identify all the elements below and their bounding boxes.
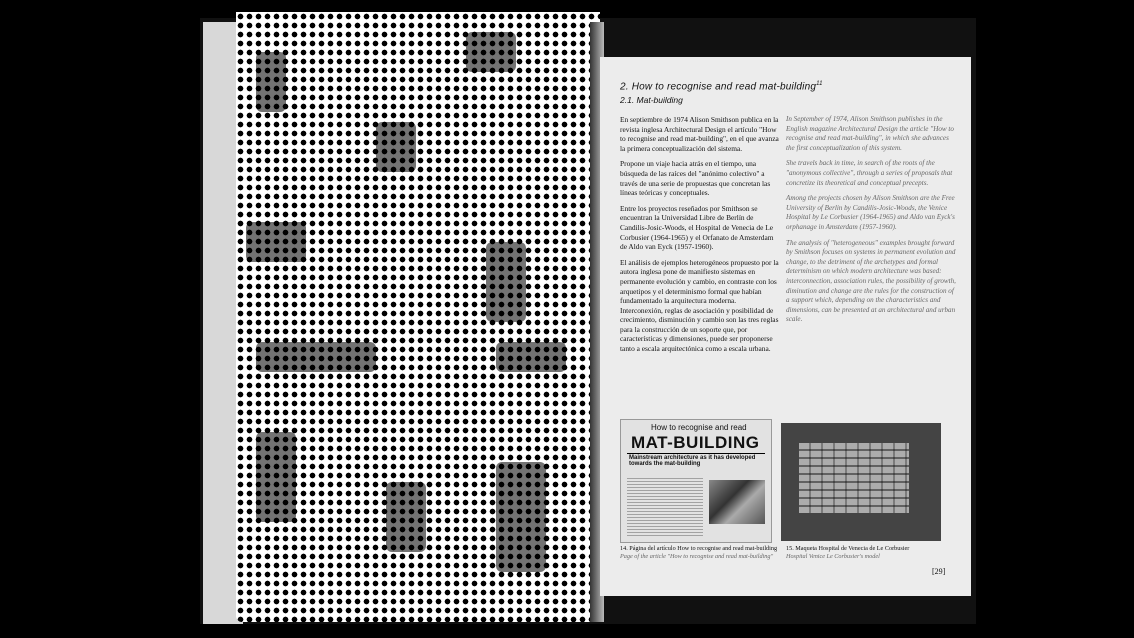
paragraph: Propone un viaje hacia atrás en el tiempo, una búsqueda de las raíces del "anónimo colectivo" a través de una serie de propuestas que concretan las líneas teóricas y conceptuales. [620, 159, 771, 198]
shadow-block [466, 32, 516, 72]
shadow-block [256, 342, 376, 372]
spanish-column [620, 115, 780, 360]
figure15-caption [786, 545, 956, 560]
article-text-block [627, 478, 703, 538]
caption-en: Hospital Venice Le Corbusier's model [786, 552, 880, 560]
shadow-block [496, 462, 546, 572]
section-title: 2. How to recognise and read mat-building [620, 81, 817, 93]
article-title-large: MAT-BUILDING [631, 433, 760, 452]
paragraph: El análisis de ejemplos heterogéneos propuesto por la autora inglesa pone de manifiesto sistemas en permanente evolución y cambio, en contraste con los arquetipos y el determinismo formal que habían fundamentado la arquitectura moderna. Interconexión, reglas de asociación y posibilidad de crecimiento, disminución y cambio son las tres reglas para la construcción de un soporte que, por características y dimensiones, puede ser proponerse tanto a escala arquitectónica como a escala urbana. [620, 257, 779, 354]
paragraph: Entre los proyectos reseñados por Smithson se encuentran la Universidad Libre de Berlín de Candilis-Josic-Woods, el Hospital de Venecia de Le Corbusier (1964-1965) y el Orfanato de Amsterdam de Aldo van Eyck (1957-1960). [620, 203, 774, 252]
figure14-caption [620, 545, 790, 560]
article-title-small: How to recognise and read [651, 423, 747, 432]
paragraph: Among the projects chosen by Alison Smithson are the Free University of Berlin by Candilis-Josic-Woods, the Venice Hospital by Le Corbusier (1964-1965) and Aldo van Eyck's orphanage in Amsterdam (1957-1960). [786, 194, 955, 231]
paragraph: The analysis of "heterogeneous" examples brought forward by Smithson focuses on systems in permanent evolution and change, to the detriment of the archetypes and formal determinism on which modern architecture was based: interconnection, association rules, the possibility of growth, diminution and change are the rules for the construction of a support which, depending on the characteristics and dimensions, can be presented at an architectural and urban scale. [786, 238, 956, 324]
caption-en: Page of the article "How to recognise and read mat-building" [620, 552, 774, 560]
article-photo [709, 480, 765, 524]
paragraph: In September of 1974, Alison Smithson publishes in the English magazine Architectural Design the article "How to recognise and read mat-building", in which she advances the first conceptualization of this system. [786, 115, 954, 152]
shadow-block [496, 342, 566, 372]
text-page [600, 57, 971, 596]
footnote-ref: 11 [816, 81, 823, 87]
paragraph: She travels back in time, in search of the roots of the "anonymous collective", through a series of proposals that concretize its theoretical and conceptual precepts. [786, 159, 953, 187]
shadow-block [486, 242, 526, 322]
english-column [786, 115, 956, 331]
article-subtitle: Mainstream architecture as it has developed towards the mat-building [629, 455, 756, 467]
halftone-image-page [236, 12, 600, 622]
section-heading [620, 81, 823, 92]
paragraph: En septiembre de 1974 Alison Smithson publica en la revista inglesa Architectural Design el artículo "How to recognise and read mat-building", en el que avanza la primera conceptualización del sistema. [620, 115, 779, 153]
shadow-block [246, 222, 306, 262]
subsection-heading: 2.1. Mat-building [620, 95, 683, 105]
rule [627, 453, 765, 454]
caption-es: 15. Maqueta Hospital de Venecia de Le Corbusier [786, 545, 910, 552]
page-number: [29] [932, 567, 946, 576]
figure-article-page [620, 419, 772, 543]
shadow-block [386, 482, 426, 552]
caption-es: 14. Página del artículo How to recognise and read mat-building [620, 545, 778, 552]
shadow-block [256, 432, 296, 522]
model-grid [799, 443, 909, 513]
shadow-block [256, 52, 286, 112]
figure-hospital-model [781, 423, 941, 541]
shadow-block [376, 122, 416, 172]
